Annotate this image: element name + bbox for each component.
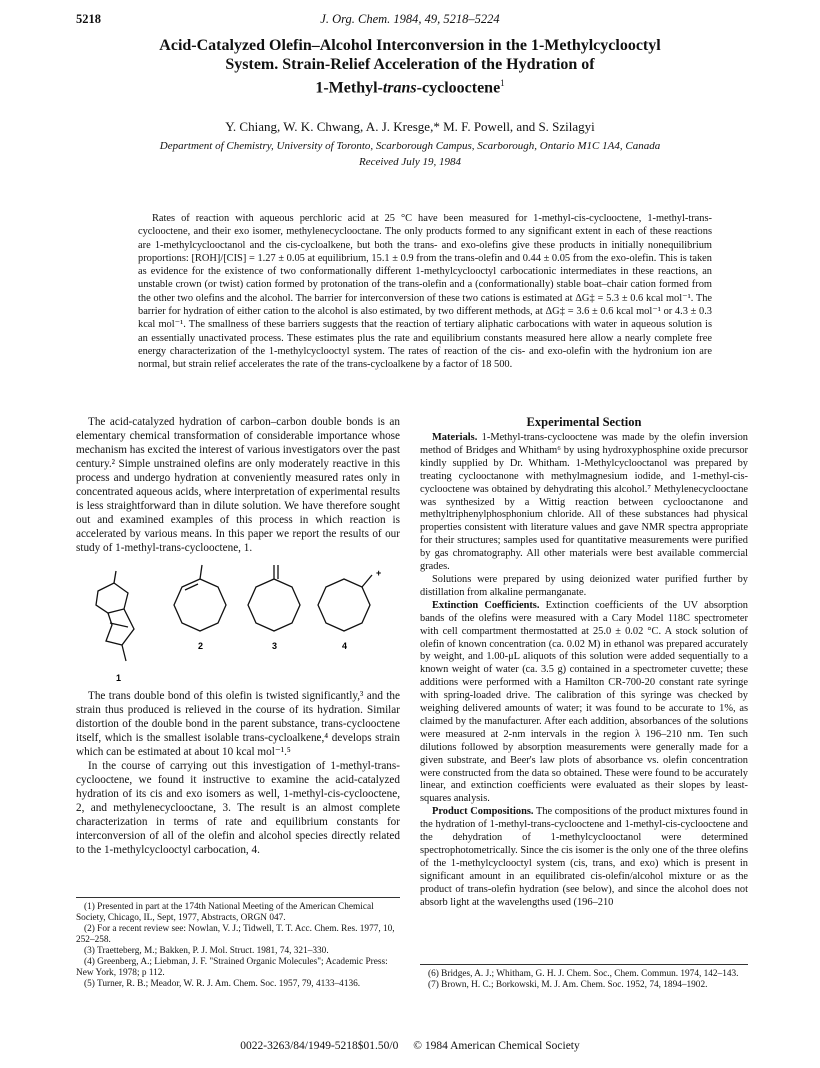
structure-label-4: 4 <box>342 641 348 651</box>
right-column <box>420 415 748 910</box>
structure-3-methylene <box>248 565 300 631</box>
journal-citation: J. Org. Chem. 1984, 49, 5218–5224 <box>320 12 500 26</box>
extinction-paragraph <box>420 600 748 807</box>
title-block <box>90 36 730 168</box>
article-title <box>90 36 730 97</box>
abstract <box>138 212 712 372</box>
title-footnote-mark: 1 <box>500 78 505 88</box>
carbocation-charge: + <box>376 568 382 578</box>
materials-text: 1-Methyl-trans-cyclooctene was made by the olefin inversion method of Bridges and Whitham⁶ by using hydroxyphosphine oxide precursor kindly supplied by Dr. Whitham. 1-Methylcyclooctanol was prepared by treating cyclooctanone with methylmagnesium iodide, and 1-methyl-cis-cyclooctene was obtained by dehydrating this alcohol.⁷ Methylenecyclooctane was synthesized by a Wittig reaction between cyclooctanone and methyltriphenylphosphonium chloride. All of these substances had physical properties consistent with literature values and gave NMR spectra appropriate for their structures; samples used for quantitative measurements were purified by gas chromatography. All other materials were best available commercial grades. <box>420 432 748 573</box>
extinction-text: Extinction coefficients of the UV absorption bands of the olefins were measured with a Cary Model 118C spectrometer with cell compartment thermostatted at 25.0 ± 0.02 °C. A stock solution of olefin of known concentration (ca. 0.02 M) in ethanol was prepared accurately by weight, and 1.00-μL aliquots of this solution were added sequentially to a known weight of water (ca. 3.5 g) contained in a spectrometer cuvette; these additions were performed with a Hamilton CR-700-20 constant rate syringe with spring-loaded drive. The calibration of this syringe was checked by weighing delivered amounts of water; it was found to be accurate to 1%, as claimed by the manufacturer. After each addition, absorbances of the solutions were measured at 2-nm intervals in the region λ 196–210 nm. Ten such dilutions followed by absorption measurements were generally made for a given substrate, and Beer's law plots of absorbance vs. olefin concentration were constructed from the data so obtained. These were found to be accurately linear, and extinction coefficients were evaluated as their slopes by least-squares analysis. <box>420 599 748 805</box>
footnote-6: (6) Bridges, A. J.; Whitham, G. H. J. Chem. Soc., Chem. Commun. 1974, 142–143. <box>428 969 739 979</box>
page-number: 5218 <box>76 12 101 26</box>
footnote-7: (7) Brown, H. C.; Borkowski, M. J. Am. Chem. Soc. 1952, 74, 1894–1902. <box>428 980 708 990</box>
title-line-3-pre: 1-Methyl- <box>315 79 383 97</box>
extinction-heading: Extinction Coefficients. <box>432 599 540 611</box>
experimental-section-heading: Experimental Section <box>526 415 642 429</box>
abstract-text: Rates of reaction with aqueous perchloric acid at 25 °C have been measured for 1-methyl-cis-cyclooctene, 1-methyl-trans-cyclooctene, and their exo isomer, methylenecyclooctane. The only products formed to any significant extent in each of these reactions are 1-methylcyclooctanol and the cis-cycloalkene, but both the trans- and exo-olefins give these products in initially nonequilibrium proportions: [ROH]/[CIS] = 1.27 ± 0.05 at equilibrium, 15.1 ± 0.9 from the trans-olefin and 0.44 ± 0.05 from the exo-olefin. This is taken as evidence for the existence of two conformationally different 1-methylcyclooctyl carbocationic intermediates in these reactions, an unstable crown (or twist) cation formed by protonation of the trans-olefin and a (conformationally) stable boat–chair cation formed from the other two olefins and the alcohol. The barrier for interconversion of these two cations is estimated at ΔG‡ = 5.3 ± 0.6 kcal mol⁻¹. The barrier for hydration of either cation to the alcohol is also estimated, by two different methods, at ΔG‡ = 3.6 ± 0.6 kcal mol⁻¹ or 4.3 ± 0.3 kcal mol⁻¹. The smallness of these barriers suggests that the reaction of tertiary aliphatic carbocations with water in aqueous solution is an essentially unactivated process. These estimates plus the rate and equilibrium constants measured here allow a nearly complete free energy characterization of the 1-methylcyclooctyl system. The rates of reaction of the cis- and exo-olefin with the hydronium ion are normal, but strain relief accelerates the rate of the trans-cycloalkene by a factor of 18 500. <box>138 213 712 371</box>
materials-heading: Materials. <box>432 432 478 443</box>
structure-2-cis-olefin <box>174 565 226 631</box>
intro-paragraph-3: In the course of carrying out this investigation of 1-methyl-trans-cyclooctene, we found it instructive to examine the acid-catalyzed hydration of its cis and exo isomers as well, 1-methyl-cis-cyclooctene, 2, and methylenecyclooctane, 3. The result is an almost complete characterization in terms of rate and equilibrium constants for interconversion of all of the olefin and alcohol species directly related to the 1-methylcyclooctyl carbocation, 4. <box>76 760 400 856</box>
solutions-paragraph: Solutions were prepared by using deionized water purified further by distillation from alkaline permanganate. <box>420 573 748 598</box>
left-footnotes <box>76 897 400 990</box>
article-code: 0022-3263/84/1949-5218$01.50/0 <box>240 1040 399 1052</box>
structure-1-trans-olefin <box>96 571 134 661</box>
structures-svg <box>76 563 400 687</box>
footnote-3: (3) Traetteberg, M.; Bakken, P. J. Mol. Struct. 1981, 74, 321–330. <box>84 946 329 956</box>
product-paragraph <box>420 806 748 909</box>
author-list: Y. Chiang, W. K. Chwang, A. J. Kresge,* M. F. Powell, and S. Szilagyi <box>225 119 595 135</box>
structure-label-3: 3 <box>272 641 278 651</box>
page-footer <box>0 1040 820 1052</box>
product-heading: Product Compositions. <box>432 806 534 818</box>
structure-label-1: 1 <box>116 673 122 683</box>
footnote-5: (5) Turner, R. B.; Meador, W. R. J. Am. Chem. Soc. 1957, 79, 4133–4136. <box>84 979 361 989</box>
received-date: Received July 19, 1984 <box>358 156 461 169</box>
intro-paragraph-2: The trans double bond of this olefin is twisted significantly,³ and the strain thus produced is relieved in the course of its hydration. Similar distortion of the double bond in the parent substance, trans-cyclooctene itself, which is the smallest isolable trans-cycloalkene,⁴ develops strain which can be estimated at about 10 kcal mol⁻¹.⁵ <box>76 690 400 758</box>
footnote-4: (4) Greenberg, A.; Liebman, J. F. "Strained Organic Molecules"; Academic Press: New York, 1978; p 112. <box>76 957 388 978</box>
chemical-structures <box>76 563 400 687</box>
title-line-3-italic: trans <box>382 79 417 97</box>
footnote-2: (2) For a recent review see: Nowlan, V. J.; Tidwell, T. T. Acc. Chem. Res. 1977, 10, 252–258. <box>76 924 395 945</box>
intro-paragraph-1: The acid-catalyzed hydration of carbon–carbon double bonds is an elementary chemical transformation of considerable importance whose mechanism has excited the interest of various investigators over the past century.² Simple unstrained olefins are only moderately reactive in this process and undergo hydration at conveniently measured rates only in concentrated aqueous acids, where interpretation of experimental results is less straightforward than in dilute solution. We have therefore sought out and examined examples of this process in which reaction is accelerated by various means. In this paper we report the results of our study of 1-methyl-trans-cyclooctene, 1. <box>76 416 400 554</box>
running-header <box>76 12 744 30</box>
affiliation: Department of Chemistry, University of Toronto, Scarborough Campus, Scarborough, Ontario M1C 1A4, Canada <box>159 140 661 153</box>
product-text: The compositions of the product mixtures found in the hydration of 1-methyl-trans-cyclooctene and 1-methyl-cis-cyclooctene and the dehydration of 1-methylcyclooctanol were determined spectrophotometrically. Since the cis isomer is the only one of the three olefins of the 1-methylcyclooctyl system (cis, trans, and exo) which is present in significant amount in an equilibrated cis-olefin/alcohol mixture or as the product of trans-olefin hydration (see below), and since the alcohol does not absorb light at the wavelengths used (196–210 <box>420 806 748 908</box>
right-footnotes <box>420 964 748 991</box>
copyright-notice: © 1984 American Chemical Society <box>413 1040 580 1052</box>
materials-paragraph <box>420 432 748 574</box>
structure-label-2: 2 <box>198 641 204 651</box>
title-line-1: Acid-Catalyzed Olefin–Alcohol Interconversion in the 1-Methylcyclooctyl <box>159 37 661 54</box>
title-line-3-post: -cyclooctene <box>416 79 501 97</box>
structure-4-carbocation <box>318 575 372 631</box>
footnote-1: (1) Presented in part at the 174th National Meeting of the American Chemical Society, Chicago, IL, Sept, 1977, Abstracts, ORGN 047. <box>76 902 374 923</box>
title-line-2: System. Strain-Relief Acceleration of the Hydration of <box>225 56 595 73</box>
left-column <box>76 415 400 857</box>
